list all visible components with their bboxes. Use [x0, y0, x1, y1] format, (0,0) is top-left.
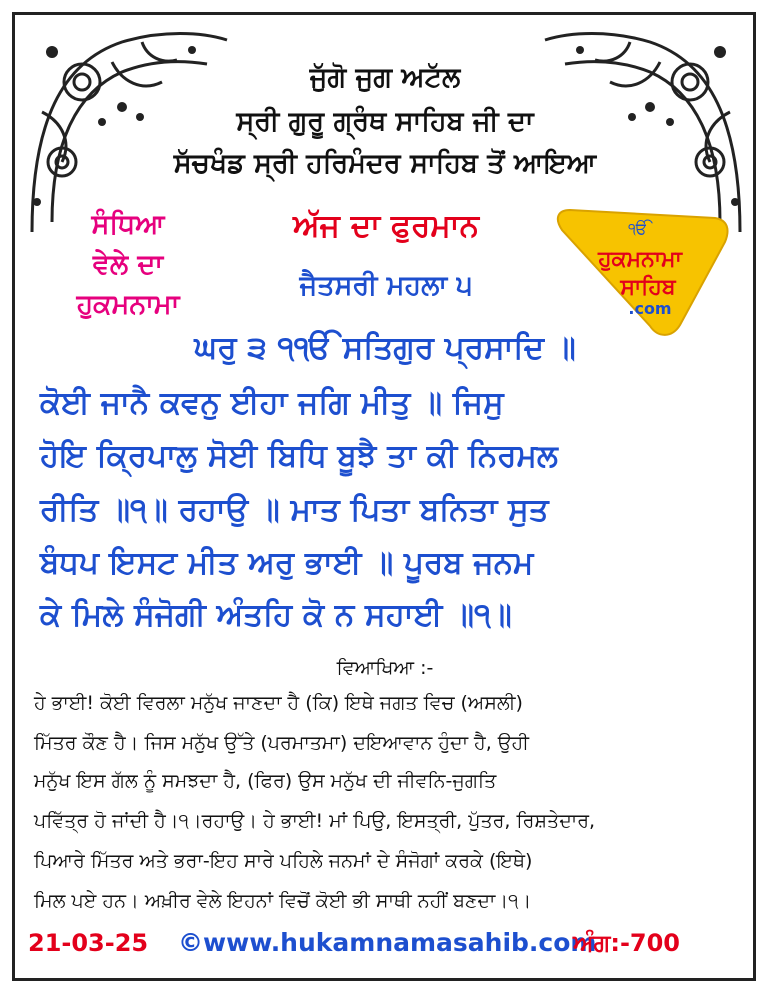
footer-website-link[interactable]: ©www.hukamnamasahib.com — [178, 928, 597, 957]
logo-symbol: ੴ — [628, 219, 648, 238]
gurbani-line: ਰੀਤਿ ॥੧॥ ਰਹਾਉ ॥ ਮਾਤ ਪਿਤਾ ਬਨਿਤਾ ਸੁਤ — [40, 492, 549, 528]
footer-ang-number: ਅੰਗ:-700 — [573, 929, 681, 957]
gurbani-line: ਕੇ ਮਿਲੇ ਸੰਜੋਗੀ ਅੰਤਹਿ ਕੋ ਨ ਸਹਾਈ ॥੧॥ — [40, 597, 512, 633]
header-line-2: ਸ੍ਰੀ ਗੁਰੂ ਗ੍ਰੰਥ ਸਾਹਿਬ ਜੀ ਦਾ — [236, 106, 534, 137]
hukamnama-sahib-logo — [540, 200, 740, 340]
explanation-line: ਮਿਲ ਪਏ ਹਨ। ਅਖ਼ੀਰ ਵੇਲੇ ਇਹਨਾਂ ਵਿਚੋਂ ਕੋਈ ਭੀ ਸਾਥੀ ਨਹੀਂ ਬਣਦਾ।੧। — [34, 890, 532, 912]
header-line-3: ਸੱਚਖੰਡ ਸ੍ਰੀ ਹਰਿਮੰਦਰ ਸਾਹਿਬ ਤੋਂ ਆਇਆ — [173, 148, 597, 179]
logo-line-2: ਸਾਹਿਬ — [620, 275, 676, 300]
gurbani-line: ਹੋਇ ਕ੍ਰਿਪਾਲੁ ਸੋਈ ਬਿਧਿ ਬੂਝੈ ਤਾ ਕੀ ਨਿਰਮਲ — [40, 438, 558, 474]
gurbani-line: ਘਰੁ ੩ ੧ੴ ਸਤਿਗੁਰ ਪ੍ਰਸਾਦਿ ॥ — [194, 330, 576, 366]
badge-line-2: ਵੇਲੇ ਦਾ — [92, 249, 164, 280]
explanation-line: ਪਵਿੱਤ੍ਰ ਹੋ ਜਾਂਦੀ ਹੈ।੧।ਰਹਾਉ। ਹੇ ਭਾਈ! ਮਾਂ ਪਿਉ, ਇਸਤ੍ਰੀ, ਪੁੱਤਰ, ਰਿਸ਼ਤੇਦਾਰ, — [34, 810, 596, 832]
explanation-line: ਹੇ ਭਾਈ! ਕੋਈ ਵਿਰਲਾ ਮਨੁੱਖ ਜਾਣਦਾ ਹੈ (ਕਿ) ਇਥੇ ਜਗਤ ਵਿਚ (ਅਸਲੀ) — [34, 692, 523, 714]
explanation-line: ਮਨੁੱਖ ਇਸ ਗੱਲ ਨੂੰ ਸਮਝਦਾ ਹੈ, (ਫਿਰ) ਉਸ ਮਨੁੱਖ ਦੀ ਜੀਵਨਿ-ਜੁਗਤਿ — [34, 770, 497, 792]
header-line-1: ਜੁੱਗੋ ਜੁਗ ਅਟੱਲ — [309, 62, 461, 93]
footer-date: 21-03-25 — [28, 929, 149, 957]
explanation-heading: ਵਿਆਖਿਆ :- — [336, 657, 434, 679]
explanation-line: ਮਿੱਤਰ ਕੌਣ ਹੈ। ਜਿਸ ਮਨੁੱਖ ਉੱਤੇ (ਪਰਮਾਤਮਾ) ਦਇਆਵਾਨ ਹੁੰਦਾ ਹੈ, ਉਹੀ — [34, 732, 529, 754]
logo-line-1: ਹੁਕਮਨਾਮਾ — [598, 247, 682, 272]
explanation-line: ਪਿਆਰੇ ਮਿੱਤਰ ਅਤੇ ਭਰਾ-ਇਹ ਸਾਰੇ ਪਹਿਲੇ ਜਨਮਾਂ ਦੇ ਸੰਜੋਗਾਂ ਕਰਕੇ (ਇਥੇ) — [34, 850, 533, 872]
logo-line-3: .com — [628, 299, 672, 318]
gurbani-line: ਕੋਈ ਜਾਨੈ ਕਵਨੁ ਈਹਾ ਜਗਿ ਮੀਤੁ ॥ ਜਿਸੁ — [40, 385, 504, 421]
badge-line-3: ਹੁਕਮਨਾਮਾ — [76, 289, 180, 320]
gurbani-line: ਬੰਧਪ ਇਸਟ ਮੀਤ ਅਰੁ ਭਾਈ ॥ ਪੂਰਬ ਜਨਮ — [40, 545, 534, 581]
badge-line-1: ਸੰਧਿਆ — [91, 209, 165, 240]
page-title: ਅੱਜ ਦਾ ਫੁਰਮਾਨ — [293, 208, 479, 244]
evening-hukamnama-badge — [28, 205, 228, 325]
raag-heading: ਜੈਤਸਰੀ ਮਹਲਾ ੫ — [299, 270, 473, 301]
